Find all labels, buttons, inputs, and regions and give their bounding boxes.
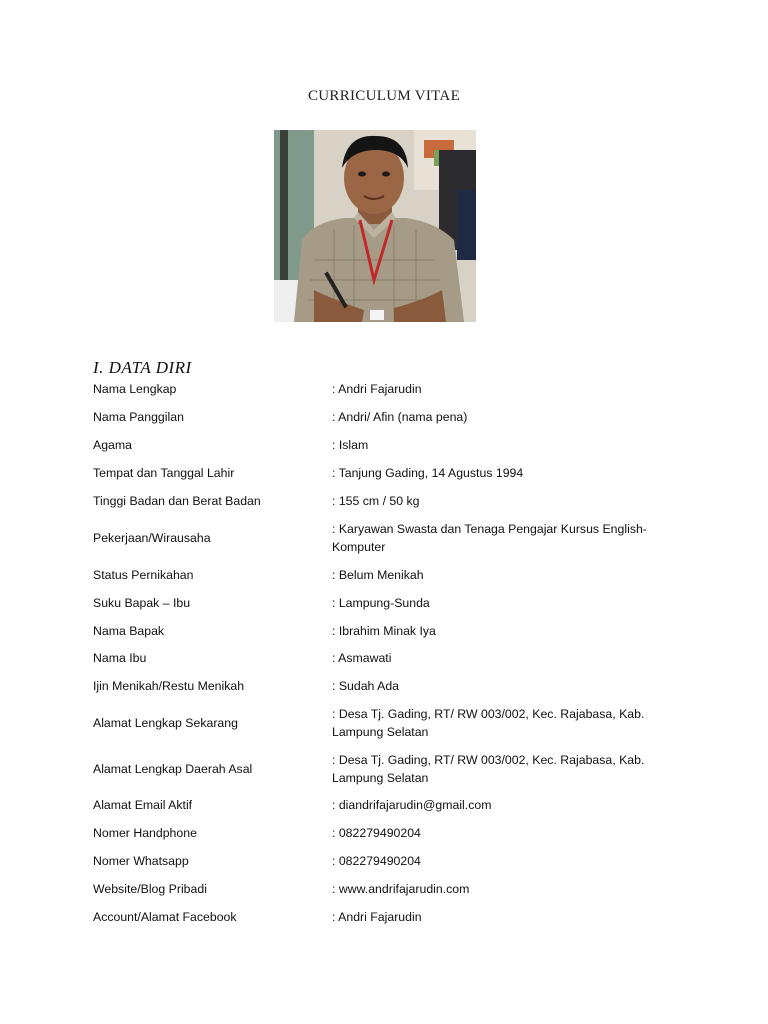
row-value: : www.andrifajarudin.com: [332, 882, 470, 896]
row-label: Alamat Email Aktif: [93, 798, 193, 812]
row-label: Nama Ibu: [93, 651, 147, 665]
row-value: : Islam: [332, 438, 369, 452]
row-label: Suku Bapak – Ibu: [93, 596, 191, 610]
row-value: : 082279490204: [332, 826, 421, 840]
row-value: : Karyawan Swasta dan Tenaga Pengajar Kursus English-Komputer: [332, 522, 647, 554]
row-value: : diandrifajarudin@gmail.com: [332, 798, 492, 812]
row-value: : Desa Tj. Gading, RT/ RW 003/002, Kec. Rajabasa, Kab. Lampung Selatan: [332, 707, 645, 739]
row-value: : Ibrahim Minak Iya: [332, 624, 436, 638]
row-value: : 155 cm / 50 kg: [332, 494, 420, 508]
row-label: Status Pernikahan: [93, 568, 194, 582]
row-label: Nomer Handphone: [93, 826, 197, 840]
row-label: Website/Blog Pribadi: [93, 882, 207, 896]
row-label: Ijin Menikah/Restu Menikah: [93, 679, 245, 693]
row-label: Tinggi Badan dan Berat Badan: [93, 494, 261, 508]
row-value: : Andri/ Afin (nama pena): [332, 410, 468, 424]
row-label: Pekerjaan/Wirausaha: [93, 531, 211, 545]
row-label: Alamat Lengkap Sekarang: [93, 716, 238, 730]
row-label: Agama: [93, 438, 132, 452]
row-value: : 082279490204: [332, 854, 421, 868]
row-value: : Sudah Ada: [332, 679, 400, 693]
section-heading: I. DATA DIRI: [93, 358, 192, 377]
row-value: : Lampung-Sunda: [332, 596, 430, 610]
row-label: Nama Lengkap: [93, 382, 177, 396]
row-label: Nama Bapak: [93, 624, 165, 638]
row-label: Alamat Lengkap Daerah Asal: [93, 762, 253, 776]
row-value: : Belum Menikah: [332, 568, 424, 582]
row-label: Nomer Whatsapp: [93, 854, 189, 868]
row-label: Nama Panggilan: [93, 410, 184, 424]
row-value: : Andri Fajarudin: [332, 910, 422, 924]
row-value: : Andri Fajarudin: [332, 382, 422, 396]
page-title: CURRICULUM VITAE: [307, 88, 461, 104]
row-value: : Asmawati: [332, 651, 392, 665]
row-value: : Desa Tj. Gading, RT/ RW 003/002, Kec. Rajabasa, Kab. Lampung Selatan: [332, 753, 645, 785]
row-label: Account/Alamat Facebook: [93, 910, 237, 924]
portrait-illustration: [274, 130, 476, 322]
portrait-photo: [274, 130, 476, 322]
row-label: Tempat dan Tanggal Lahir: [93, 466, 235, 480]
row-value: : Tanjung Gading, 14 Agustus 1994: [332, 466, 524, 480]
